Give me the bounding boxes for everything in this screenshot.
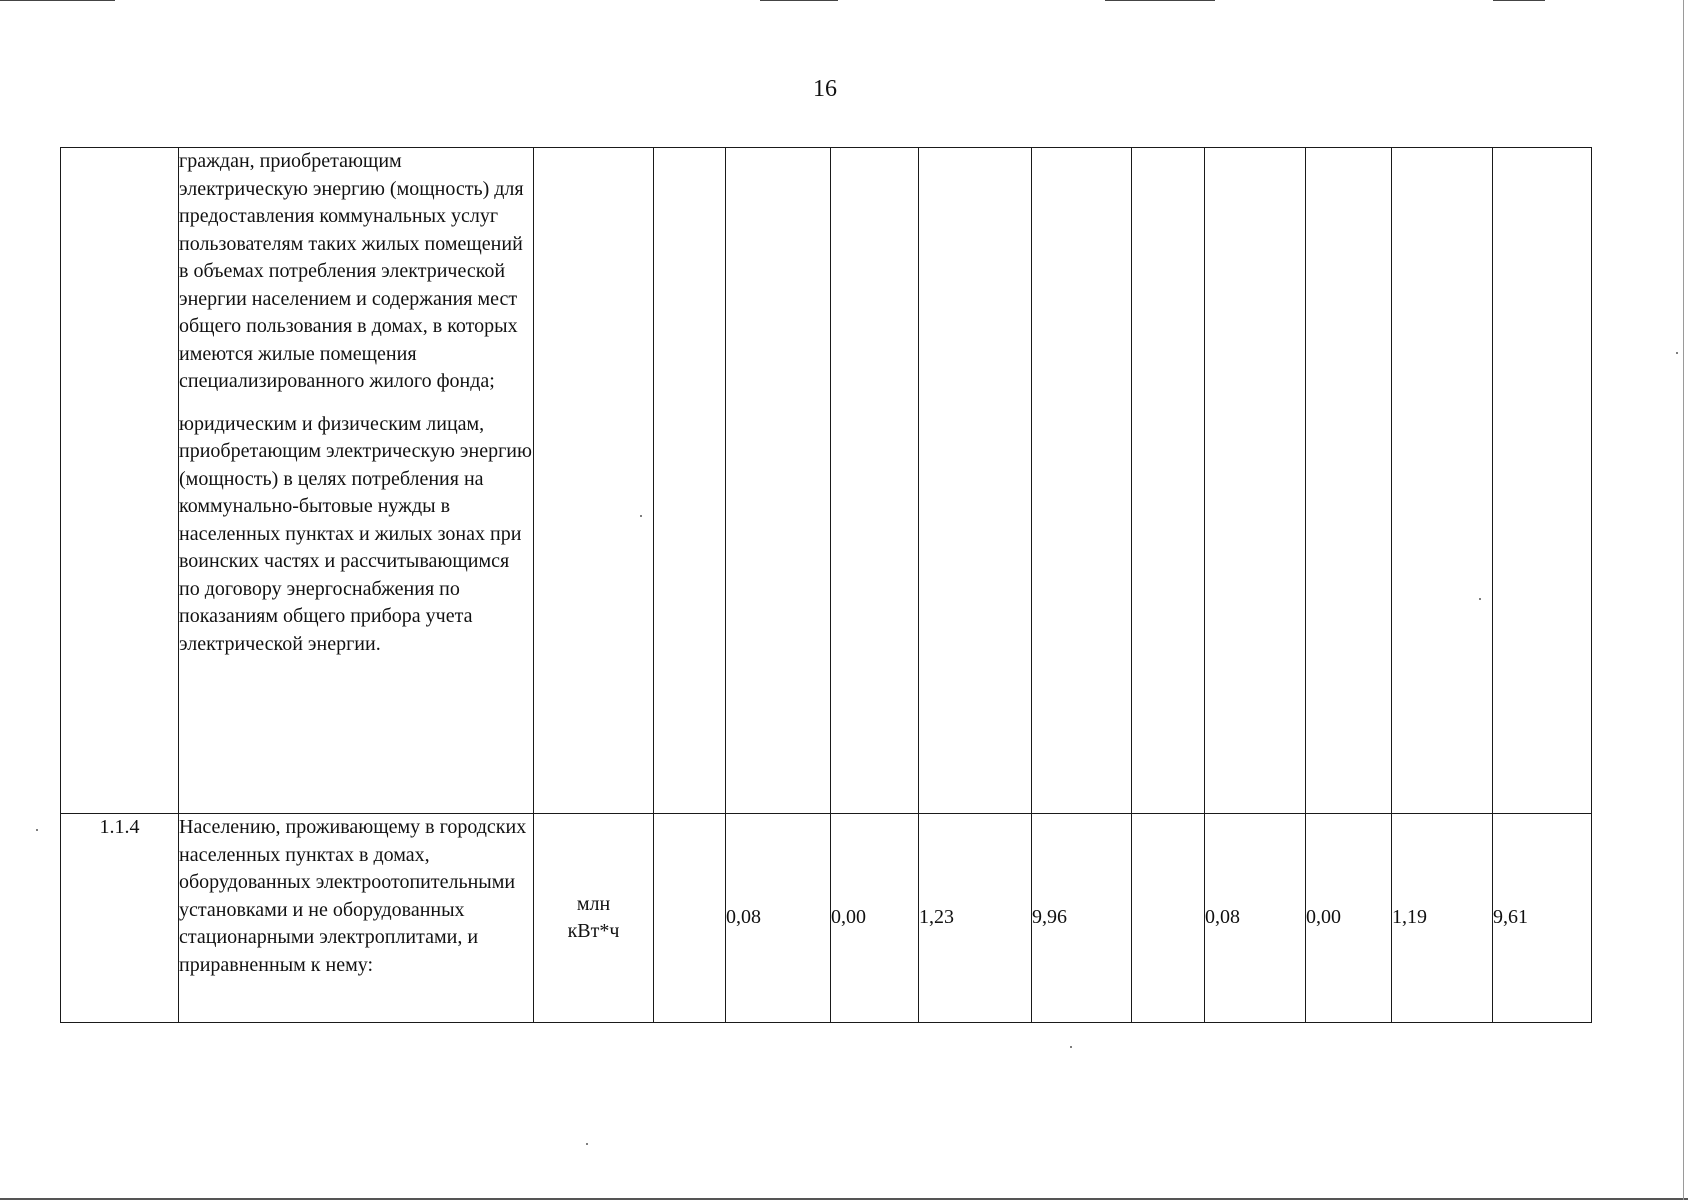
value-cell: 1,19 [1392, 814, 1493, 1023]
scan-speck [640, 515, 642, 517]
value-cell [831, 148, 919, 814]
value-cell: 9,61 [1493, 814, 1592, 1023]
value-cell: 9,96 [1032, 814, 1132, 1023]
table-container [60, 147, 1592, 1023]
unit-text-line1: млн [576, 892, 611, 915]
description-paragraph: граждан, приобретающим электрическую энергию (мощность) для предоставления коммунальных услуг пользователям таких жилых помещений в объемах потребления электрической энергии населением и содержания мест общего пользования в домах, в которых имеются жилые помещения специализированного жилого фонда; [179, 150, 524, 392]
value-cell: 0,00 [831, 814, 919, 1023]
unit-cell [534, 148, 654, 814]
scan-edge-line [0, 0, 115, 1]
value-cell: 0,00 [1306, 814, 1392, 1023]
description-cell: Населению, проживающему в городских населенных пунктах в домах, оборудованных электроотопительными установками и не оборудованных стационарными электроплитами, и приравненным к нему: [179, 814, 534, 1023]
value-cell [1493, 148, 1592, 814]
table-row-continuation [61, 148, 1592, 814]
scan-speck [1479, 598, 1481, 600]
value-cell [654, 148, 726, 814]
value-cell: 1,23 [919, 814, 1032, 1023]
scan-edge-line [1493, 0, 1545, 1]
scan-edge-line [1105, 0, 1215, 1]
value-cell [1132, 148, 1205, 814]
description-paragraph: юридическим и физическим лицам, приобретающим электрическую энергию (мощность) в целях потребления на коммунально-бытовые нужды в населенных пунктах и жилых зонах при воинских частях и рассчитывающимся по договору энергоснабжения по показаниям общего прибора учета электрической энергии. [179, 412, 532, 655]
value-cell [1205, 148, 1306, 814]
description-cell [179, 148, 534, 814]
value-cell [726, 148, 831, 814]
scan-speck [1070, 1046, 1072, 1048]
value-cell: 0,08 [726, 814, 831, 1023]
row-id-cell [61, 148, 179, 814]
value-cell [1306, 148, 1392, 814]
row-id-cell: 1.1.4 [61, 814, 179, 1023]
scan-speck [36, 829, 38, 831]
table-row-1-1-4 [61, 814, 1592, 1023]
unit-text-line2: кВт*ч [567, 920, 620, 942]
value-cell [654, 814, 726, 1023]
value-cell [919, 148, 1032, 814]
tariff-table [60, 147, 1592, 1023]
unit-cell [534, 814, 654, 1023]
scan-speck [586, 1143, 588, 1145]
scan-right-edge [1683, 0, 1684, 1200]
value-cell [1392, 148, 1493, 814]
scan-edge-line [760, 0, 838, 1]
value-cell [1032, 148, 1132, 814]
value-cell [1132, 814, 1205, 1023]
scan-speck [1676, 352, 1678, 354]
value-cell: 0,08 [1205, 814, 1306, 1023]
page-number: 16 [813, 76, 837, 102]
